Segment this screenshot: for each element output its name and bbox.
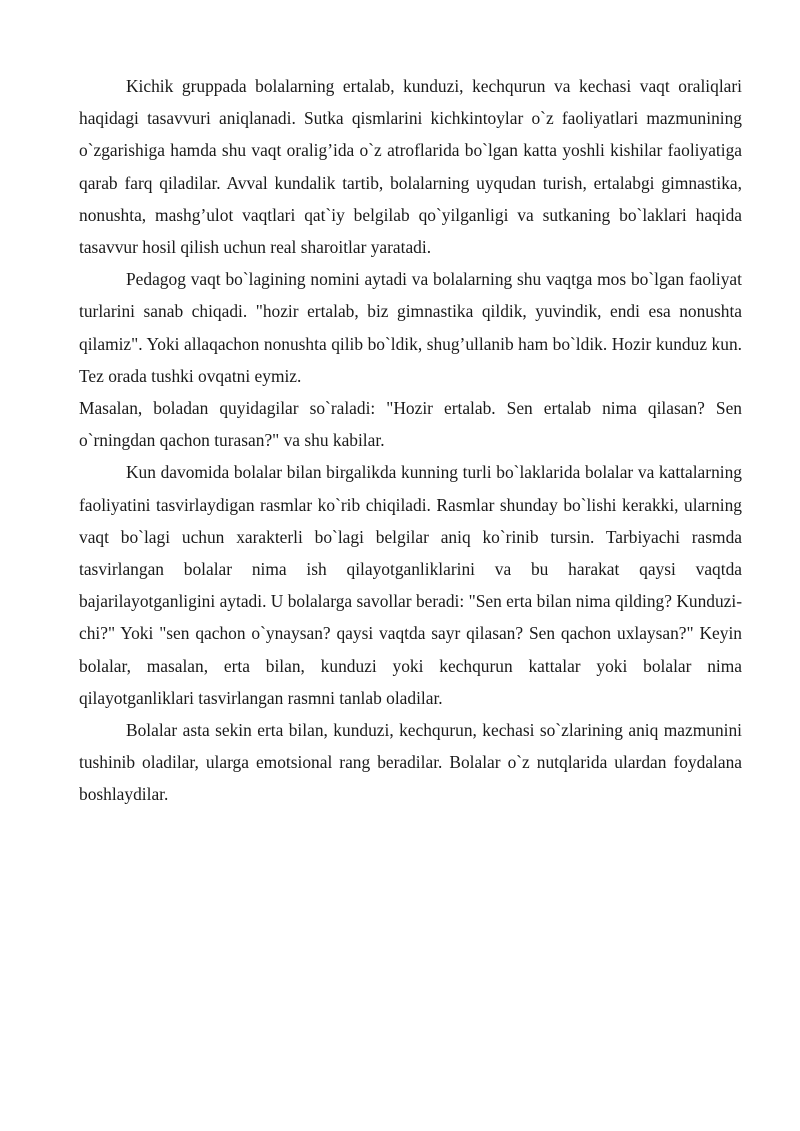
document-page [79, 70, 742, 811]
paragraph-1: Kichik gruppada bolalarning ertalab, kunduzi, kechqurun va kechasi vaqt oraliqlari haqidagi tasavvuri aniqlanadi. Sutka qismlarini kichkintoylar o`z faoliyatlari mazmunining o`zgarishiga hamda shu vaqt oralig’ida o`z atroflarida bo`lgan katta yoshli kishilar faoliyatiga qarab farq qiladilar. Avval kundalik tartib, bolalarning uyqudan turish, ertalabgi gimnastika, nonushta, mashg’ulot vaqtlari qat`iy belgilab qo`yilganligi va sutkaning bo`laklari haqida tasavvur hosil qilish uchun real sharoitlar yaratadi. [79, 76, 742, 258]
paragraph-4: Kun davomida bolalar bilan birgalikda kunning turli bo`laklarida bolalar va kattalarning faoliyatini tasvirlaydigan rasmlar ko`rib chiqiladi. Rasmlar shunday bo`lishi kerakki, ularning vaqt bo`lagi uchun xarakterli bo`lagi belgilar aniq ko`rinib tursin. Tarbiyachi rasmda tasvirlangan bolalar nima ish qilayotganliklarini va bu harakat qaysi vaqtda bajarilayotganligini aytadi. U bolalarga savollar beradi: "Sen erta bilan nima qilding? Kunduzi-chi?" Yoki "sen qachon o`ynaysan? qaysi vaqtda sayr qilasan? Sen qachon uxlaysan?" Keyin bolalar, masalan, erta bilan, kunduzi yoki kechqurun kattalar yoki bolalar nima qilayotganliklari tasvirlangan rasmni tanlab oladilar. [79, 462, 742, 708]
paragraph-3: Masalan, boladan quyidagilar so`raladi: "Hozir ertalab. Sen ertalab nima qilasan? Sen o`rningdan qachon turasan?" va shu kabilar. [79, 398, 742, 451]
paragraph-2: Pedagog vaqt bo`lagining nomini aytadi va bolalarning shu vaqtga mos bo`lgan faoliyat turlarini sanab chiqadi. "hozir ertalab, biz gimnastika qildik, yuvindik, endi esa nonushta qilamiz". Yoki allaqachon nonushta qilib bo`ldik, shug’ullanib ham bo`ldik. Hozir kunduz kun. Tez orada tushki ovqatni eymiz. [79, 269, 742, 386]
paragraph-5: Bolalar asta sekin erta bilan, kunduzi, kechqurun, kechasi so`zlarining aniq mazmunini tushinib oladilar, ularga emotsional rang beradilar. Bolalar o`z nutqlarida ulardan foydalana boshlaydilar. [79, 720, 742, 805]
